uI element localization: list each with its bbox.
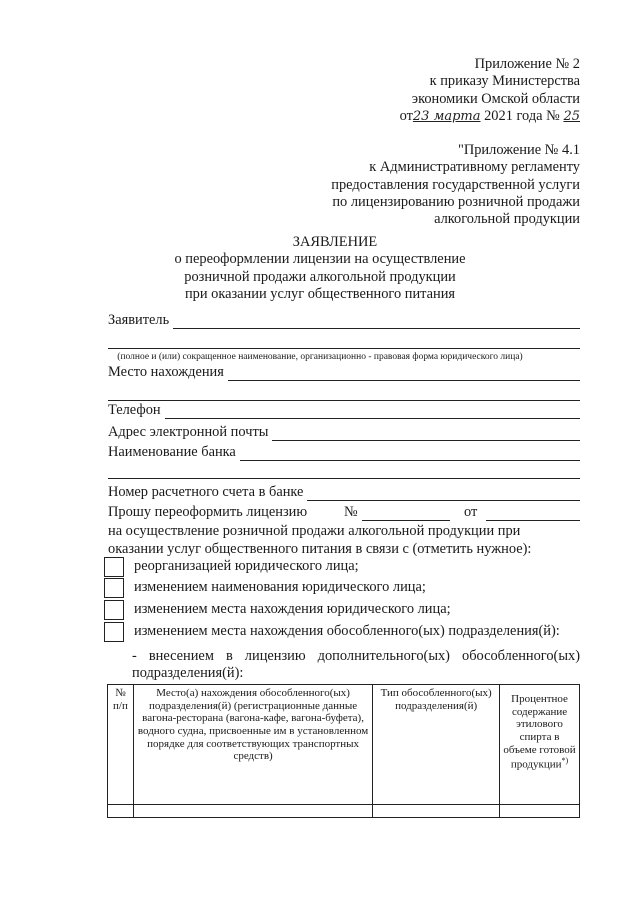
- additional-line-1: - внесением в лицензию дополнительного(ых) обособленного(ых): [132, 648, 580, 664]
- location-field-line-2[interactable]: [108, 400, 580, 401]
- license-number-sign: №: [344, 504, 358, 520]
- account-row: [108, 484, 580, 501]
- request-text-2: на осуществление розничной продажи алкогольной продукции при: [108, 523, 521, 539]
- appendix-line-4: по лицензированию розничной продажи: [332, 193, 580, 210]
- title-sub-3: при оказании услуг общественного питания: [184, 285, 456, 302]
- applicant-field[interactable]: [173, 314, 580, 329]
- date-year: 2021 года №: [480, 107, 564, 124]
- header-alcohol-text: Процентное содержание этилового спирта в объеме готовой продукции: [503, 693, 576, 771]
- table-row: [108, 805, 580, 818]
- bank-row: [108, 444, 580, 461]
- license-number-field[interactable]: [362, 506, 450, 521]
- bank-field[interactable]: [240, 446, 580, 461]
- title-sub-1: о переоформлении лицензии на осуществление: [174, 251, 466, 268]
- option-label: изменением места нахождения юридического лица;: [134, 601, 451, 618]
- request-label: Прошу переоформить лицензию: [108, 504, 308, 520]
- option-name-change[interactable]: [104, 578, 426, 598]
- header-number: № п/п: [108, 685, 134, 805]
- location-label: Место нахождения: [108, 364, 224, 380]
- order-line-3: экономики Омской области: [411, 90, 580, 107]
- bank-label: Наименование банка: [108, 444, 236, 460]
- applicant-row: [108, 312, 580, 329]
- phone-label: Телефон: [108, 402, 161, 418]
- order-date-line: [400, 108, 580, 125]
- table-cell[interactable]: [133, 805, 372, 818]
- option-reorganization[interactable]: [104, 557, 359, 577]
- checkbox[interactable]: [104, 578, 124, 598]
- account-label: Номер расчетного счета в банке: [108, 484, 304, 500]
- appendix-line-2: к Административному регламенту: [369, 159, 580, 176]
- appendix-reference: [331, 142, 580, 228]
- document-title: [0, 234, 640, 303]
- table-cell[interactable]: [108, 805, 134, 818]
- option-label: изменением места нахождения обособленного(ых) подразделения(й):: [134, 623, 560, 640]
- handwritten-number: 25: [563, 108, 580, 124]
- order-line-1: Приложение № 2: [474, 56, 580, 72]
- account-field[interactable]: [307, 486, 580, 501]
- location-field[interactable]: [228, 366, 580, 381]
- order-reference: [400, 56, 580, 125]
- appendix-line-5: алкогольной продукции: [434, 211, 580, 228]
- table-cell[interactable]: [373, 805, 500, 818]
- license-from-label: от: [464, 504, 478, 520]
- phone-field[interactable]: [165, 404, 580, 419]
- option-subdivision-location-change[interactable]: [104, 622, 560, 642]
- option-label: изменением наименования юридического лица;: [134, 579, 426, 596]
- email-label: Адрес электронной почты: [108, 424, 269, 440]
- bank-field-line-2[interactable]: [108, 478, 580, 479]
- footnote-mark: *): [561, 756, 569, 766]
- checkbox[interactable]: [104, 600, 124, 620]
- additional-line-2: подразделения(й):: [132, 665, 244, 681]
- email-field[interactable]: [272, 426, 580, 441]
- applicant-field-line-2[interactable]: [108, 348, 580, 349]
- header-type: Тип обособленного(ых) подразделения(й): [373, 685, 500, 805]
- handwritten-date: 23 марта: [412, 108, 481, 124]
- option-label: реорганизацией юридического лица;: [134, 558, 359, 575]
- header-location: Место(а) нахождения обособленного(ых) подразделения(й) (регистрационные данные вагона-ресторана (вагона-кафе, вагона-буфета), водного судна, присвоенные им в установленном порядке для соответствующих транспортных средств): [133, 685, 372, 805]
- option-location-change[interactable]: [104, 600, 451, 620]
- title-sub-2: розничной продажи алкогольной продукции: [184, 268, 456, 285]
- request-row: [108, 504, 580, 522]
- title-heading: ЗАЯВЛЕНИЕ: [292, 234, 378, 250]
- location-row: [108, 364, 580, 381]
- order-line-2: к приказу Министерства: [429, 73, 580, 90]
- checkbox[interactable]: [104, 622, 124, 642]
- email-row: [108, 424, 580, 441]
- appendix-line-1: "Приложение № 4.1: [457, 142, 580, 158]
- checkbox[interactable]: [104, 557, 124, 577]
- table-cell[interactable]: [500, 805, 580, 818]
- request-text-3: оказании услуг общественного питания в связи с (отметить нужное):: [108, 541, 532, 557]
- header-alcohol-content: [500, 685, 580, 805]
- applicant-note: (полное и (или) сокращенное наименование, организационно - правовая форма юридического лица): [117, 352, 523, 362]
- date-prefix: от: [399, 107, 413, 124]
- phone-row: [108, 402, 580, 419]
- license-date-field[interactable]: [486, 506, 580, 521]
- applicant-label: Заявитель: [108, 312, 170, 328]
- appendix-line-3: предоставления государственной услуги: [331, 176, 580, 193]
- subdivisions-table: [107, 684, 580, 818]
